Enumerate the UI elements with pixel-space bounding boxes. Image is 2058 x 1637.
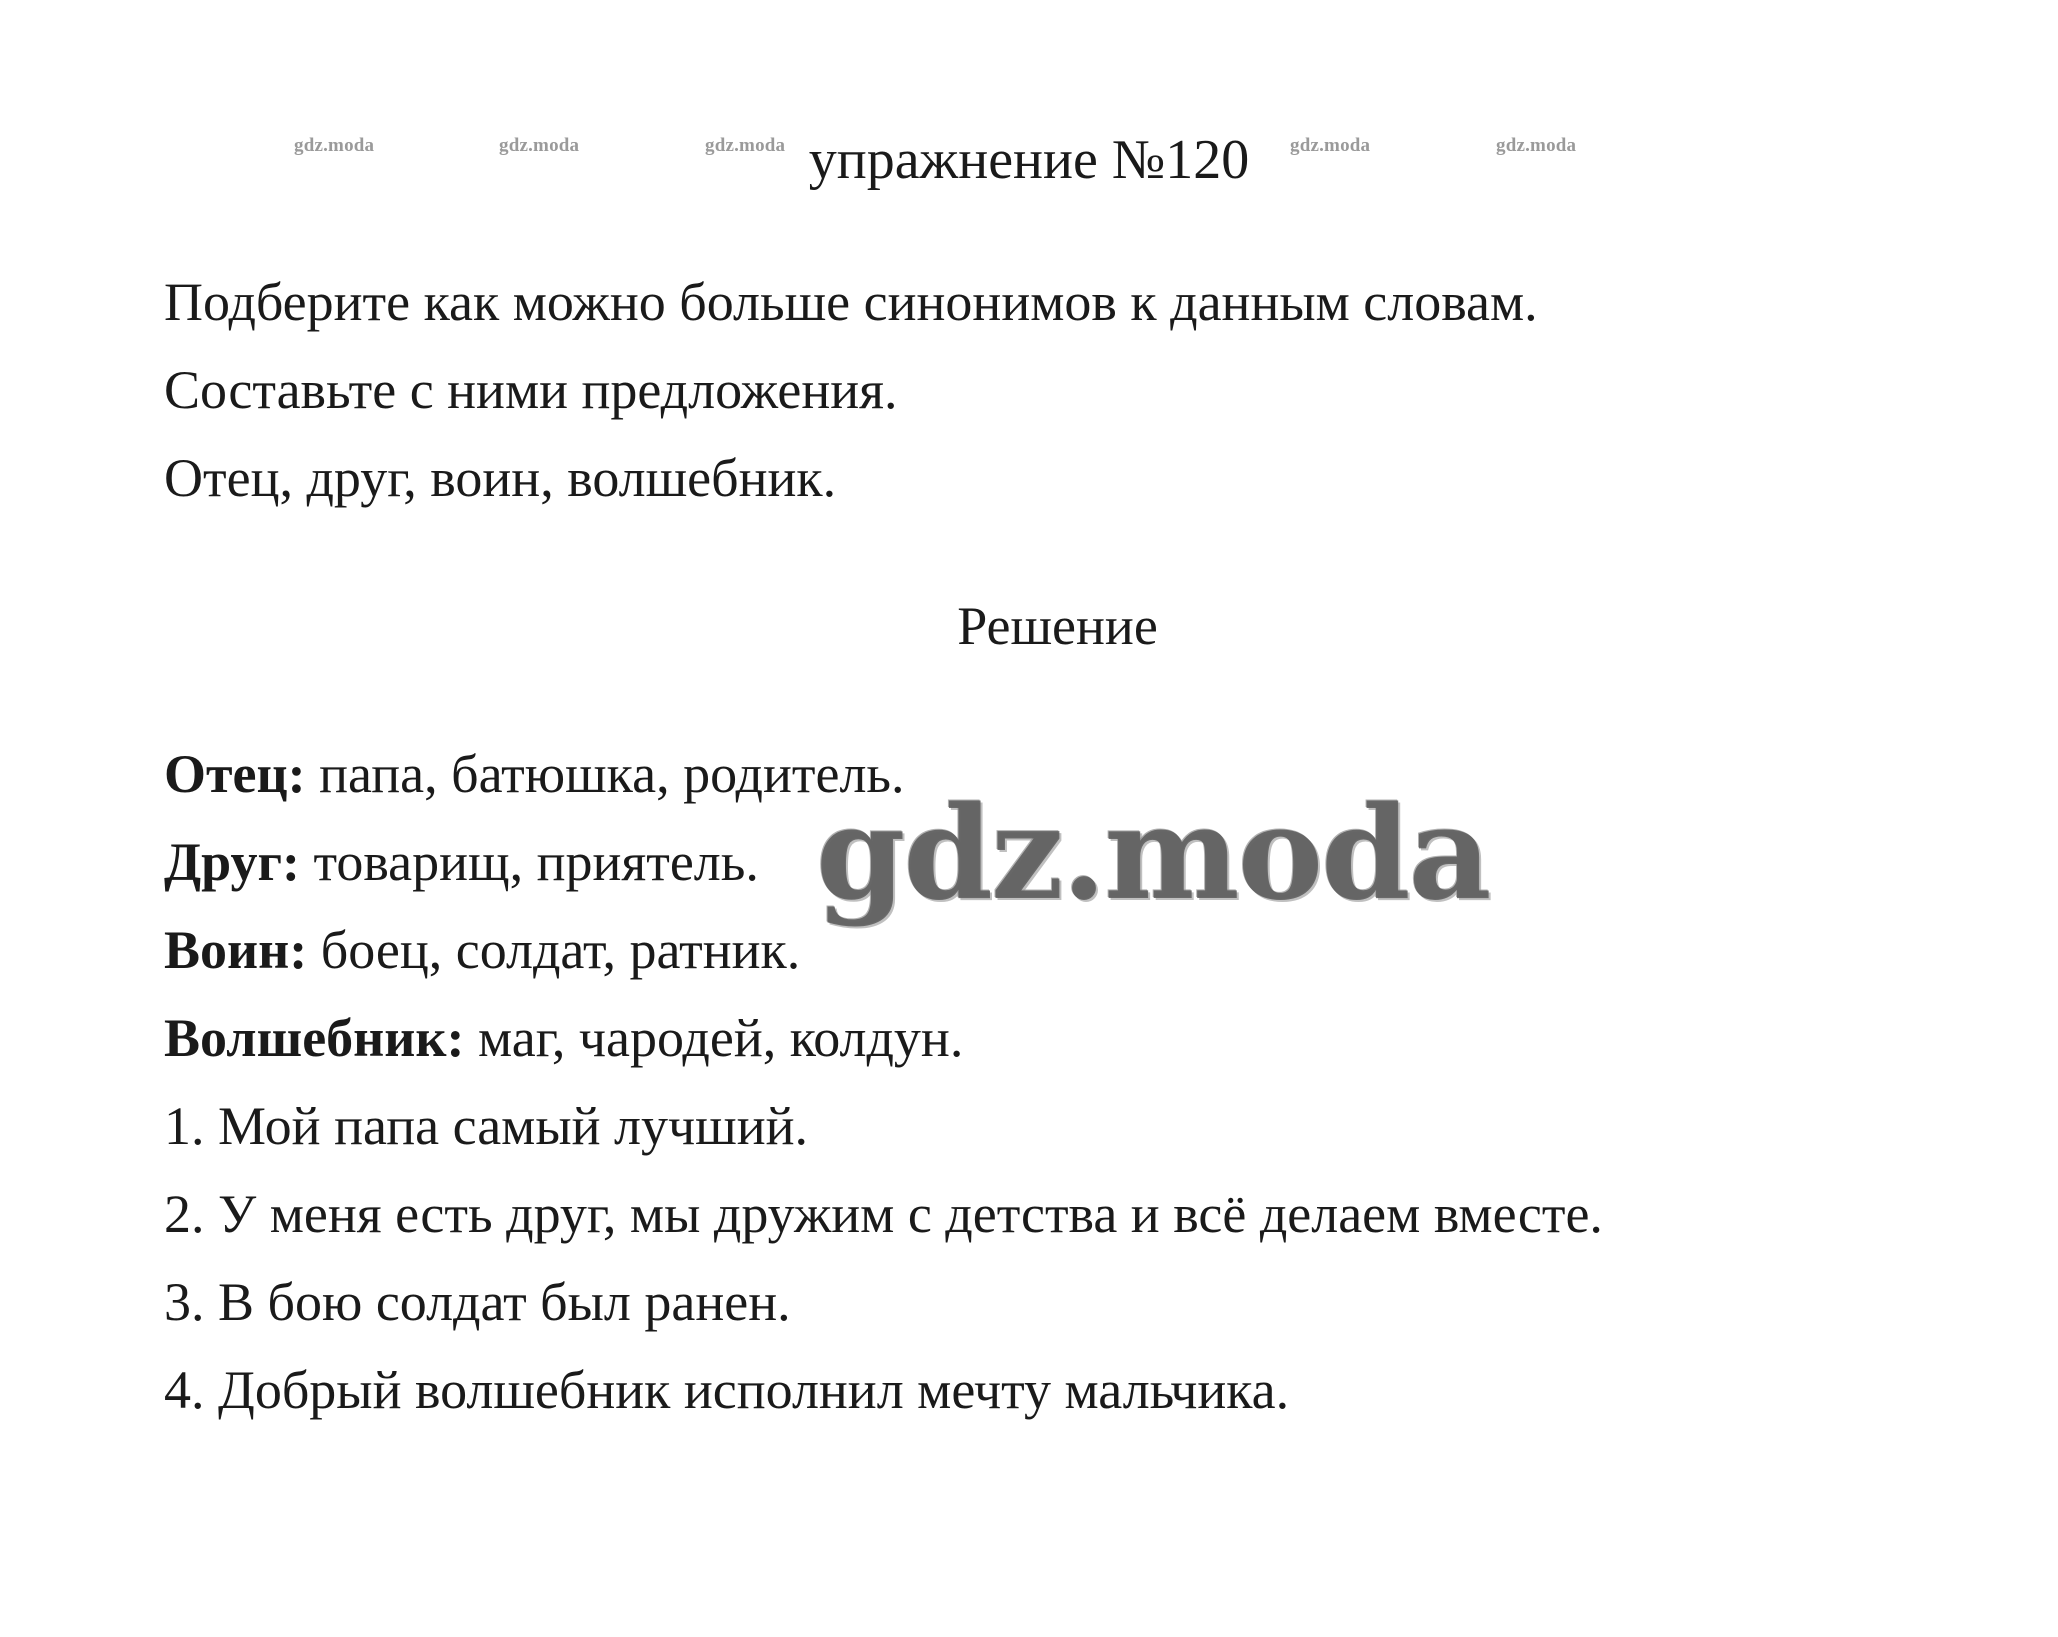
synonym-word: Воин: (164, 920, 308, 980)
sentence-2: 2. У меня есть друг, мы дружим с детства и всё делаем вместе. (164, 1184, 1603, 1244)
synonym-list: маг, чародей, колдун. (464, 1008, 964, 1068)
synonym-row-wizard (164, 1002, 963, 1074)
watermark-small-2: gdz.moda (499, 135, 580, 156)
synonym-list: папа, батюшка, родитель. (305, 744, 905, 804)
task-line-2: Составьте с ними предложения. (164, 360, 898, 420)
synonym-list: боец, солдат, ратник. (307, 920, 801, 980)
synonym-row-warrior (164, 914, 800, 986)
watermark-small-3: gdz.moda (705, 135, 786, 156)
watermark-small-1: gdz.moda (294, 135, 375, 156)
watermark-small-4: gdz.moda (1290, 135, 1371, 156)
synonym-word: Друг: (164, 832, 300, 892)
exercise-title: упражнение №120 (808, 129, 1250, 191)
sentence-3: 3. В бою солдат был ранен. (164, 1272, 791, 1332)
watermark-logo: gdz.moda (816, 779, 1490, 929)
solution-heading: Решение (957, 596, 1158, 656)
synonym-row-friend (164, 826, 759, 898)
task-line-3: Отец, друг, воин, волшебник. (164, 448, 837, 508)
sentence-4: 4. Добрый волшебник исполнил мечту мальчика. (164, 1360, 1290, 1420)
synonym-word: Отец: (164, 744, 306, 804)
watermark-small-5: gdz.moda (1496, 135, 1577, 156)
task-line-1: Подберите как можно больше синонимов к данным словам. (164, 272, 1538, 332)
synonym-list: товарищ, приятель. (299, 832, 759, 892)
synonym-word: Волшебник: (164, 1008, 465, 1068)
sentence-1: 1. Мой папа самый лучший. (164, 1096, 809, 1156)
synonym-row-father (164, 738, 905, 810)
